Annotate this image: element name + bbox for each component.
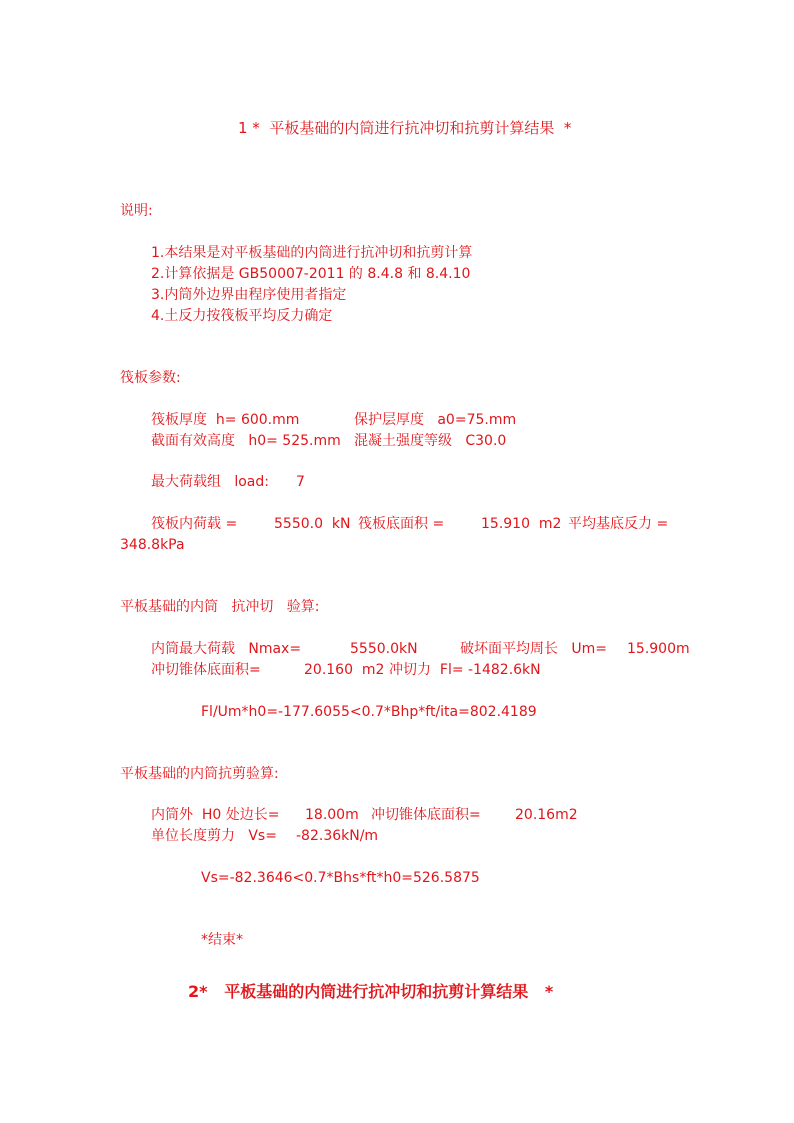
section-title-2: 2* 平板基础的内筒进行抗冲切和抗剪计算结果 * [188,982,554,1001]
um-label: 破坏面平均周长 Um= [460,641,607,657]
inner-load-value: 5550.0 kN [274,516,351,532]
notes-heading: 说明: [120,203,153,219]
section-title-1: 1 * 平板基础的内筒进行抗冲切和抗剪计算结果 * [238,119,572,137]
note-item: 2.计算依据是 GB50007-2011 的 8.4.8 和 8.4.10 [151,266,471,282]
punching-heading: 平板基础的内筒 抗冲切 验算: [120,599,320,615]
nmax-value: 5550.0kN [350,641,418,657]
nmax-label: 内筒最大荷载 Nmax= [151,641,302,657]
unit-shear-value: -82.36kN/m [296,828,379,844]
shear-heading: 平板基础的内筒抗剪验算: [120,766,279,782]
raft-concrete-grade: 混凝土强度等级 C30.0 [354,433,507,449]
raft-effective-height: 截面有效高度 h0= 525.mm [151,433,341,449]
um-value: 15.900m [627,641,690,657]
inner-load-label: 筏板内荷载 = [151,516,238,532]
shear-formula: Vs=-82.3646<0.7*Bhs*ft*h0=526.5875 [201,870,480,886]
load-group-label: 最大荷载组 load: [151,474,269,490]
note-item: 1.本结果是对平板基础的内筒进行抗冲切和抗剪计算 [151,245,473,261]
cone-area-value: 20.160 m2 [304,662,385,678]
avg-reaction-label: 平均基底反力 = [568,516,669,532]
avg-reaction-value: 348.8kPa [120,537,185,553]
unit-shear-label: 单位长度剪力 Vs= [151,828,277,844]
load-group-value: 7 [296,474,305,490]
edge-length-value: 18.00m [305,807,359,823]
punching-force: 冲切力 Fl= -1482.6kN [389,662,541,678]
edge-length-label: 内筒外 H0 处边长= [151,807,280,823]
cone-area-label: 冲切锥体底面积= [151,662,261,678]
raft-thickness: 筏板厚度 h= 600.mm [151,412,300,428]
punching-formula: Fl/Um*h0=-177.6055<0.7*Bhp*ft/ita=802.4189 [201,704,537,720]
raft-cover: 保护层厚度 a0=75.mm [354,412,517,428]
shear-cone-area-label: 冲切锥体底面积= [371,807,481,823]
raft-area-label: 筏板底面积 = [358,516,445,532]
note-item: 4.土反力按筏板平均反力确定 [151,308,333,324]
end-marker: *结束* [201,932,243,948]
shear-cone-area-value: 20.16m2 [515,807,578,823]
note-item: 3.内筒外边界由程序使用者指定 [151,287,347,303]
raft-heading: 筏板参数: [120,370,181,386]
raft-area-value: 15.910 m2 [481,516,562,532]
